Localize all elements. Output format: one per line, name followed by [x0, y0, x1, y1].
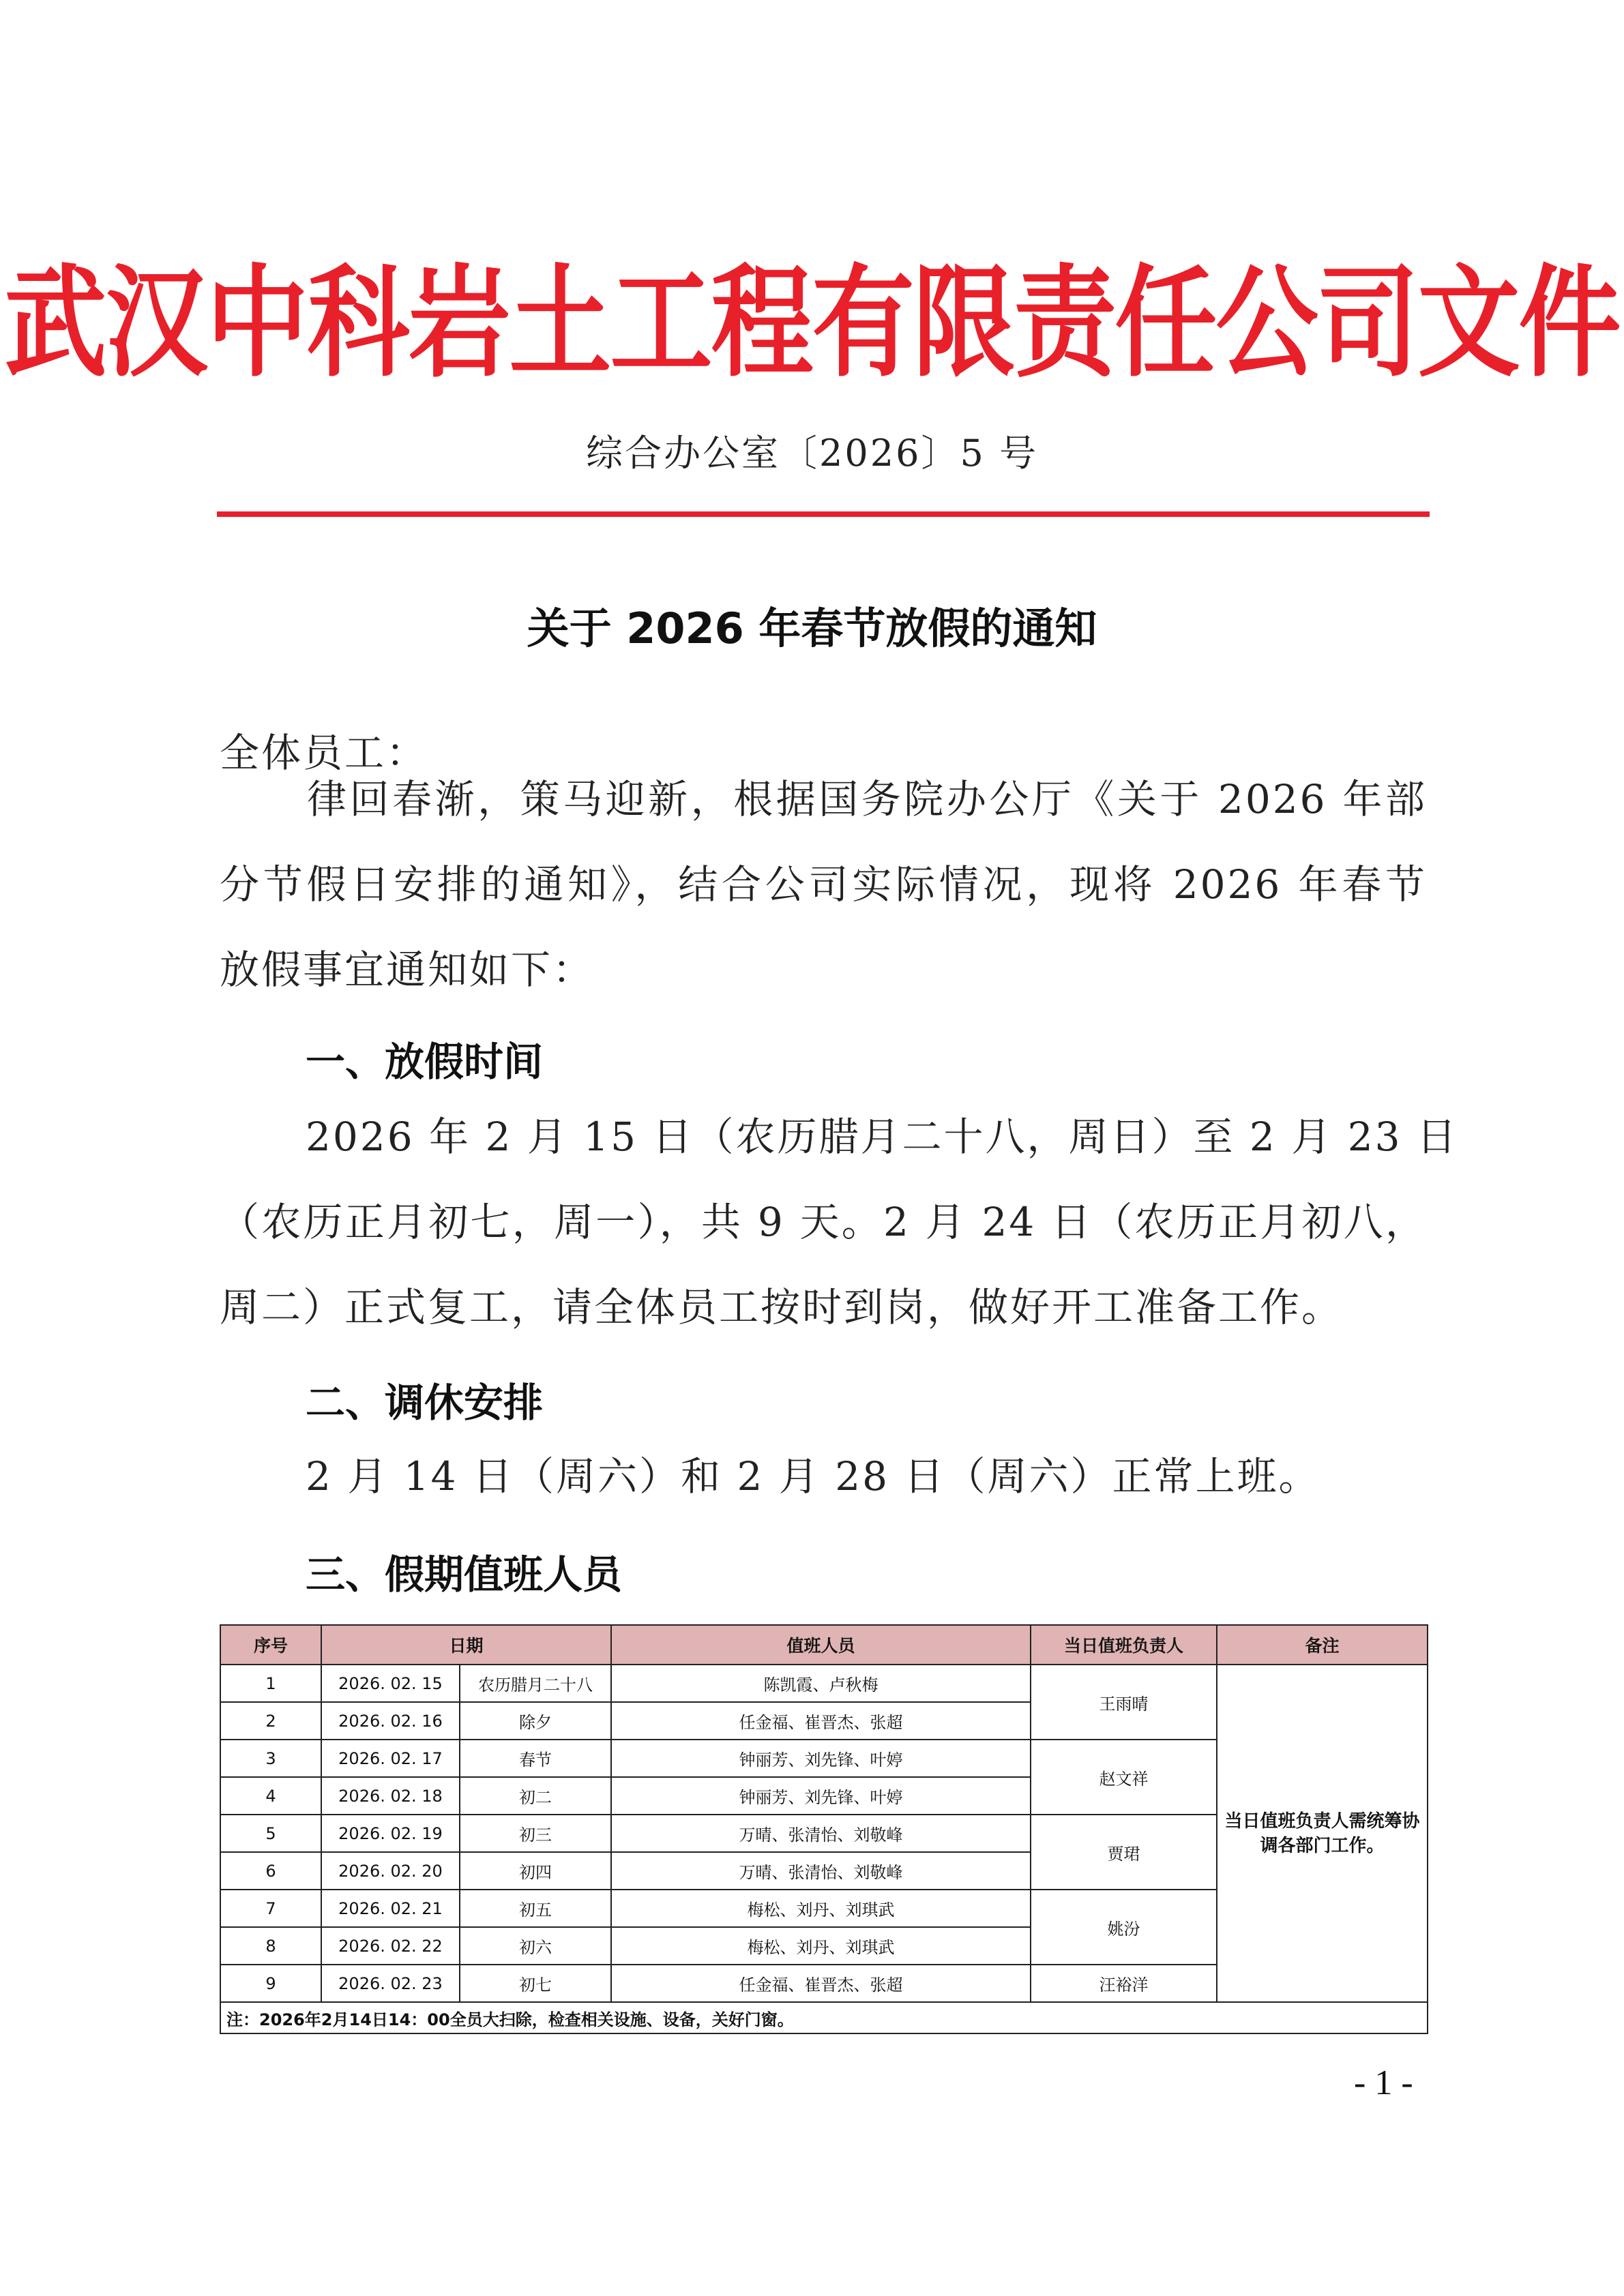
workday-adjustment-paragraph: 2 月 14 日（周六）和 2 月 28 日（周六）正常上班。: [306, 1453, 1320, 1500]
intro-line: 分节假日安排的通知》，结合公司实际情况，现将 2026 年春节: [220, 861, 1427, 908]
table-header-row: [220, 1625, 1428, 1665]
row-staff: 任金福、崔晋杰、张超: [611, 1702, 1031, 1740]
row-number: 1: [220, 1665, 321, 1702]
row-date: 2026. 02. 21: [321, 1890, 460, 1927]
row-number: 3: [220, 1740, 321, 1777]
remark-cell: 当日值班负责人需统筹协调各部门工作。: [1217, 1665, 1428, 2002]
org-title: 武汉中科岩土工程有限责任公司文件: [4, 252, 1620, 394]
header-divider: [217, 511, 1430, 517]
row-date: 2026. 02. 17: [321, 1740, 460, 1777]
section-heading-duty-staff: 三、假期值班人员: [306, 1551, 623, 1598]
row-lunar-day: 初二: [460, 1777, 611, 1815]
row-staff: 钟丽芳、刘先锋、叶婷: [611, 1740, 1031, 1777]
row-lunar-day: 除夕: [460, 1702, 611, 1740]
doc-number: 综合办公室〔2026〕5 号: [586, 432, 1038, 475]
table-row: [220, 1665, 1428, 1702]
table-note-row: [220, 2002, 1428, 2033]
section-heading-holiday-time: 一、放假时间: [306, 1039, 544, 1085]
row-lunar-day: 春节: [460, 1740, 611, 1777]
header-cell: 当日值班负责人: [1031, 1625, 1217, 1665]
intro-line: 放假事宜通知如下：: [220, 946, 595, 993]
row-leader: 贾珺: [1031, 1815, 1217, 1890]
row-date: 2026. 02. 19: [321, 1815, 460, 1852]
row-lunar-day: 初四: [460, 1852, 611, 1890]
section-heading-workday-adjustment: 二、调休安排: [306, 1380, 544, 1426]
row-number: 2: [220, 1702, 321, 1740]
notice-title: 关于 2026 年春节放假的通知: [527, 603, 1097, 653]
row-number: 5: [220, 1815, 321, 1852]
row-date: 2026. 02. 15: [321, 1665, 460, 1702]
row-staff: 万晴、张清怡、刘敬峰: [611, 1852, 1031, 1890]
row-leader: 姚汾: [1031, 1890, 1217, 1965]
row-leader: 赵文祥: [1031, 1740, 1217, 1815]
row-number: 4: [220, 1777, 321, 1815]
row-date: 2026. 02. 18: [321, 1777, 460, 1815]
row-number: 6: [220, 1852, 321, 1890]
row-date: 2026. 02. 20: [321, 1852, 460, 1890]
duty-table: [220, 1624, 1428, 2034]
header-cell: 备注: [1217, 1625, 1428, 1665]
row-lunar-day: 初五: [460, 1890, 611, 1927]
row-leader: 汪裕洋: [1031, 1965, 1217, 2002]
holiday-time-paragraph: [220, 1094, 1458, 1350]
row-date: 2026. 02. 23: [321, 1965, 460, 2002]
row-lunar-day: 农历腊月二十八: [460, 1665, 611, 1702]
header-cell: 值班人员: [611, 1625, 1031, 1665]
row-lunar-day: 初三: [460, 1815, 611, 1852]
row-lunar-day: 初六: [460, 1927, 611, 1965]
row-staff: 万晴、张清怡、刘敬峰: [611, 1815, 1031, 1852]
row-number: 8: [220, 1927, 321, 1965]
row-leader: 王雨晴: [1031, 1665, 1217, 1740]
salutation: 全体员工：: [220, 730, 428, 776]
row-staff: 梅松、刘丹、刘琪武: [611, 1927, 1031, 1965]
header-cell: 日期: [321, 1625, 611, 1665]
row-date: 2026. 02. 22: [321, 1927, 460, 1965]
holiday-time-line: （农历正月初七，周一），共 9 天。2 月 24 日（农历正月初八，: [220, 1199, 1427, 1245]
holiday-time-line: 2026 年 2 月 15 日（农历腊月二十八，周日）至 2 月 23 日: [306, 1114, 1458, 1160]
header-cell: 序号: [220, 1625, 321, 1665]
row-staff: 陈凯霞、卢秋梅: [611, 1665, 1031, 1702]
holiday-time-line: 周二）正式复工，请全体员工按时到岗，做好开工准备工作。: [220, 1284, 1344, 1330]
row-staff: 任金福、崔晋杰、张超: [611, 1965, 1031, 2002]
row-staff: 钟丽芳、刘先锋、叶婷: [611, 1777, 1031, 1815]
row-number: 9: [220, 1965, 321, 2002]
intro-paragraph: [220, 757, 1427, 1013]
intro-line: 律回春渐，策马迎新，根据国务院办公厅《关于 2026 年部: [307, 776, 1427, 822]
page-number: - 1 -: [1354, 2063, 1413, 2102]
row-staff: 梅松、刘丹、刘琪武: [611, 1890, 1031, 1927]
row-lunar-day: 初七: [460, 1965, 611, 2002]
row-date: 2026. 02. 16: [321, 1702, 460, 1740]
table-note: 注：2026年2月14日14：00全员大扫除，检查相关设施、设备，关好门窗。: [220, 2002, 1428, 2033]
row-number: 7: [220, 1890, 321, 1927]
